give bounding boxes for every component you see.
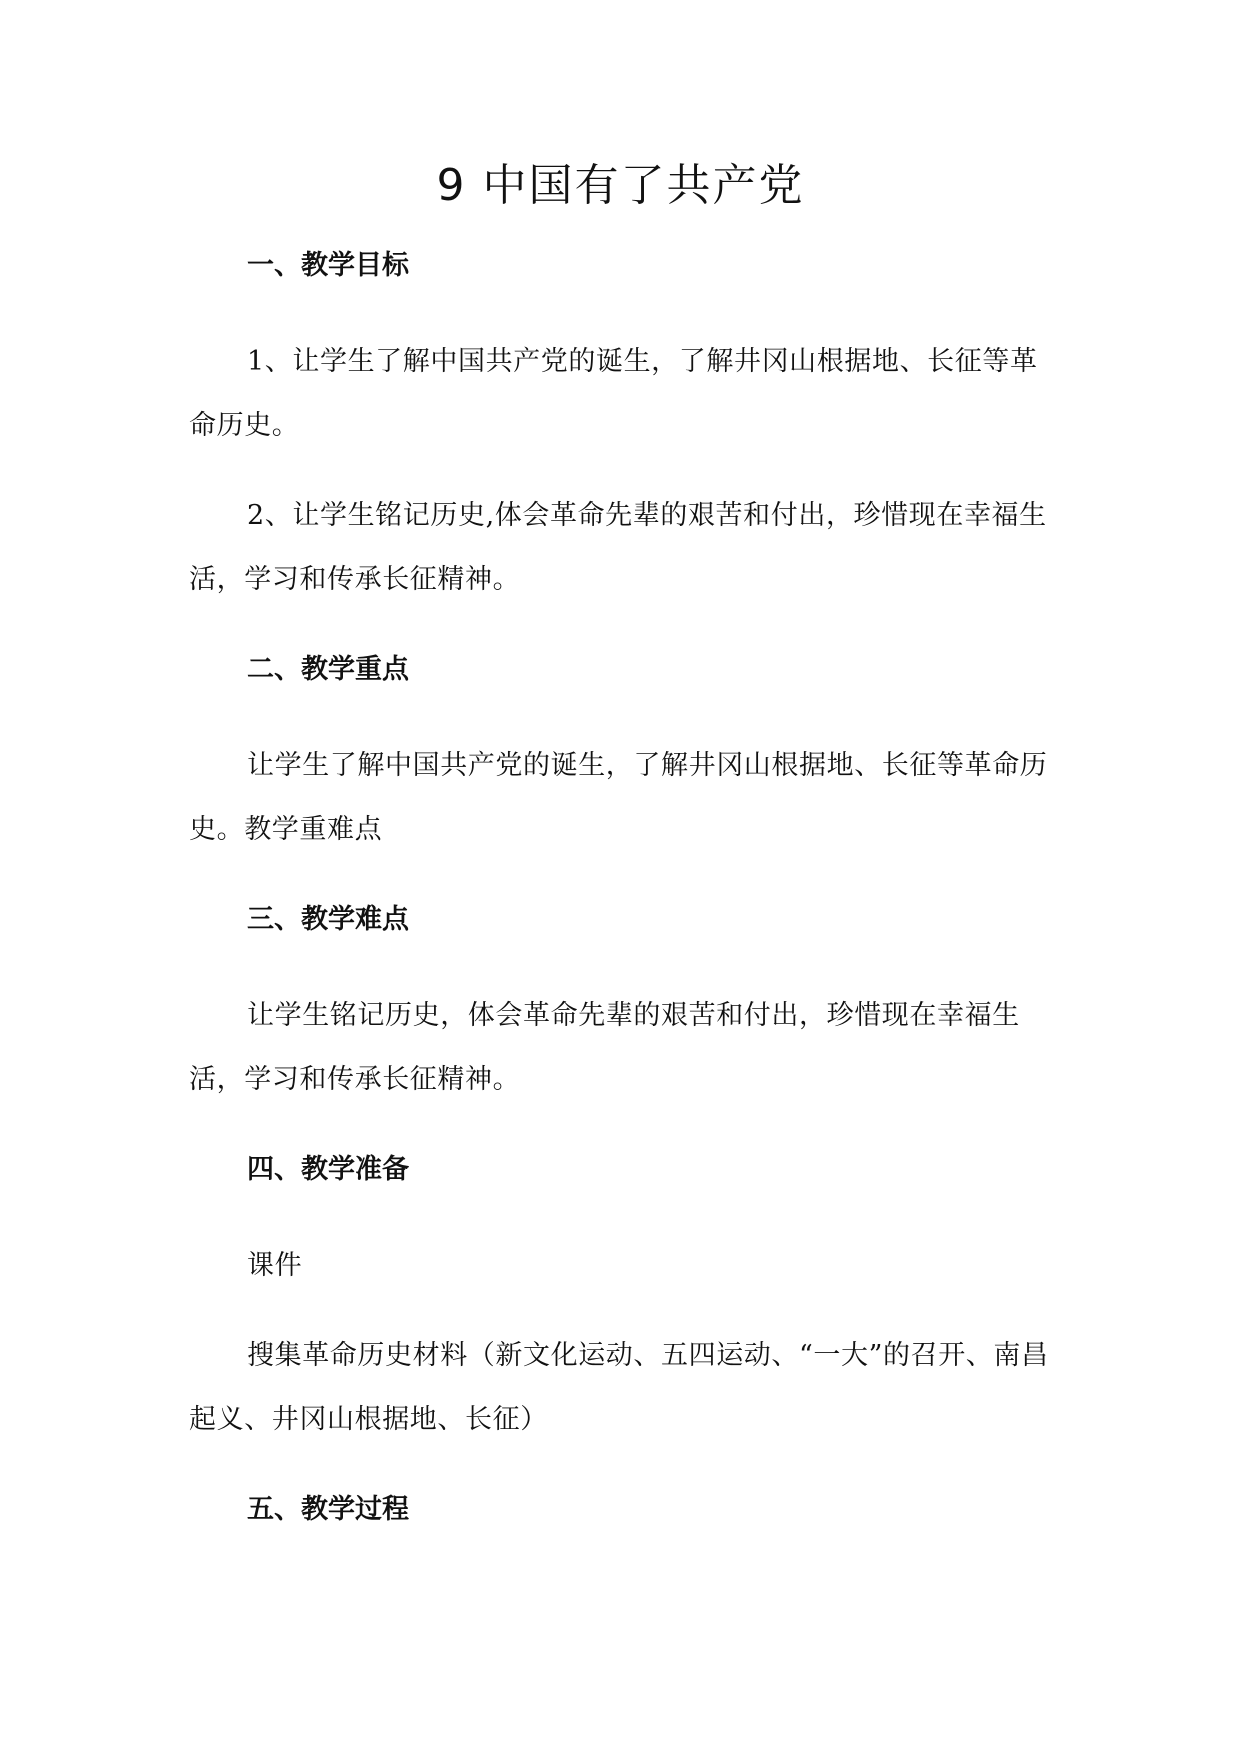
difficulties-paragraph: 让学生铭记历史，体会革命先辈的艰苦和付出，珍惜现在幸福生活，学习和传承长征精神。 [189, 1000, 1020, 1095]
section-heading-goals: 一、教学目标 [247, 250, 409, 281]
section-heading-difficulties: 三、教学难点 [247, 904, 409, 935]
section-heading-process: 五、教学过程 [247, 1494, 409, 1525]
goals-paragraph-1: 1、让学生了解中国共产党的诞生，了解井冈山根据地、长征等革命历史。 [189, 346, 1038, 441]
section-heading-key-points: 二、教学重点 [247, 654, 409, 685]
section-heading-preparation: 四、教学准备 [247, 1154, 409, 1185]
preparation-paragraph-1: 课件 [247, 1250, 303, 1281]
goals-paragraph-2: 2、让学生铭记历史,体会革命先辈的艰苦和付出，珍惜现在幸福生活，学习和传承长征精神。 [189, 500, 1047, 595]
key-points-paragraph: 让学生了解中国共产党的诞生，了解井冈山根据地、长征等革命历史。教学重难点 [189, 750, 1048, 845]
document-title: 9 中国有了共产党 [436, 160, 805, 211]
document-body [189, 250, 1053, 1526]
preparation-paragraph-2: 搜集革命历史材料（新文化运动、五四运动、“一大”的召开、南昌起义、井冈山根据地、长征） [189, 1340, 1049, 1435]
